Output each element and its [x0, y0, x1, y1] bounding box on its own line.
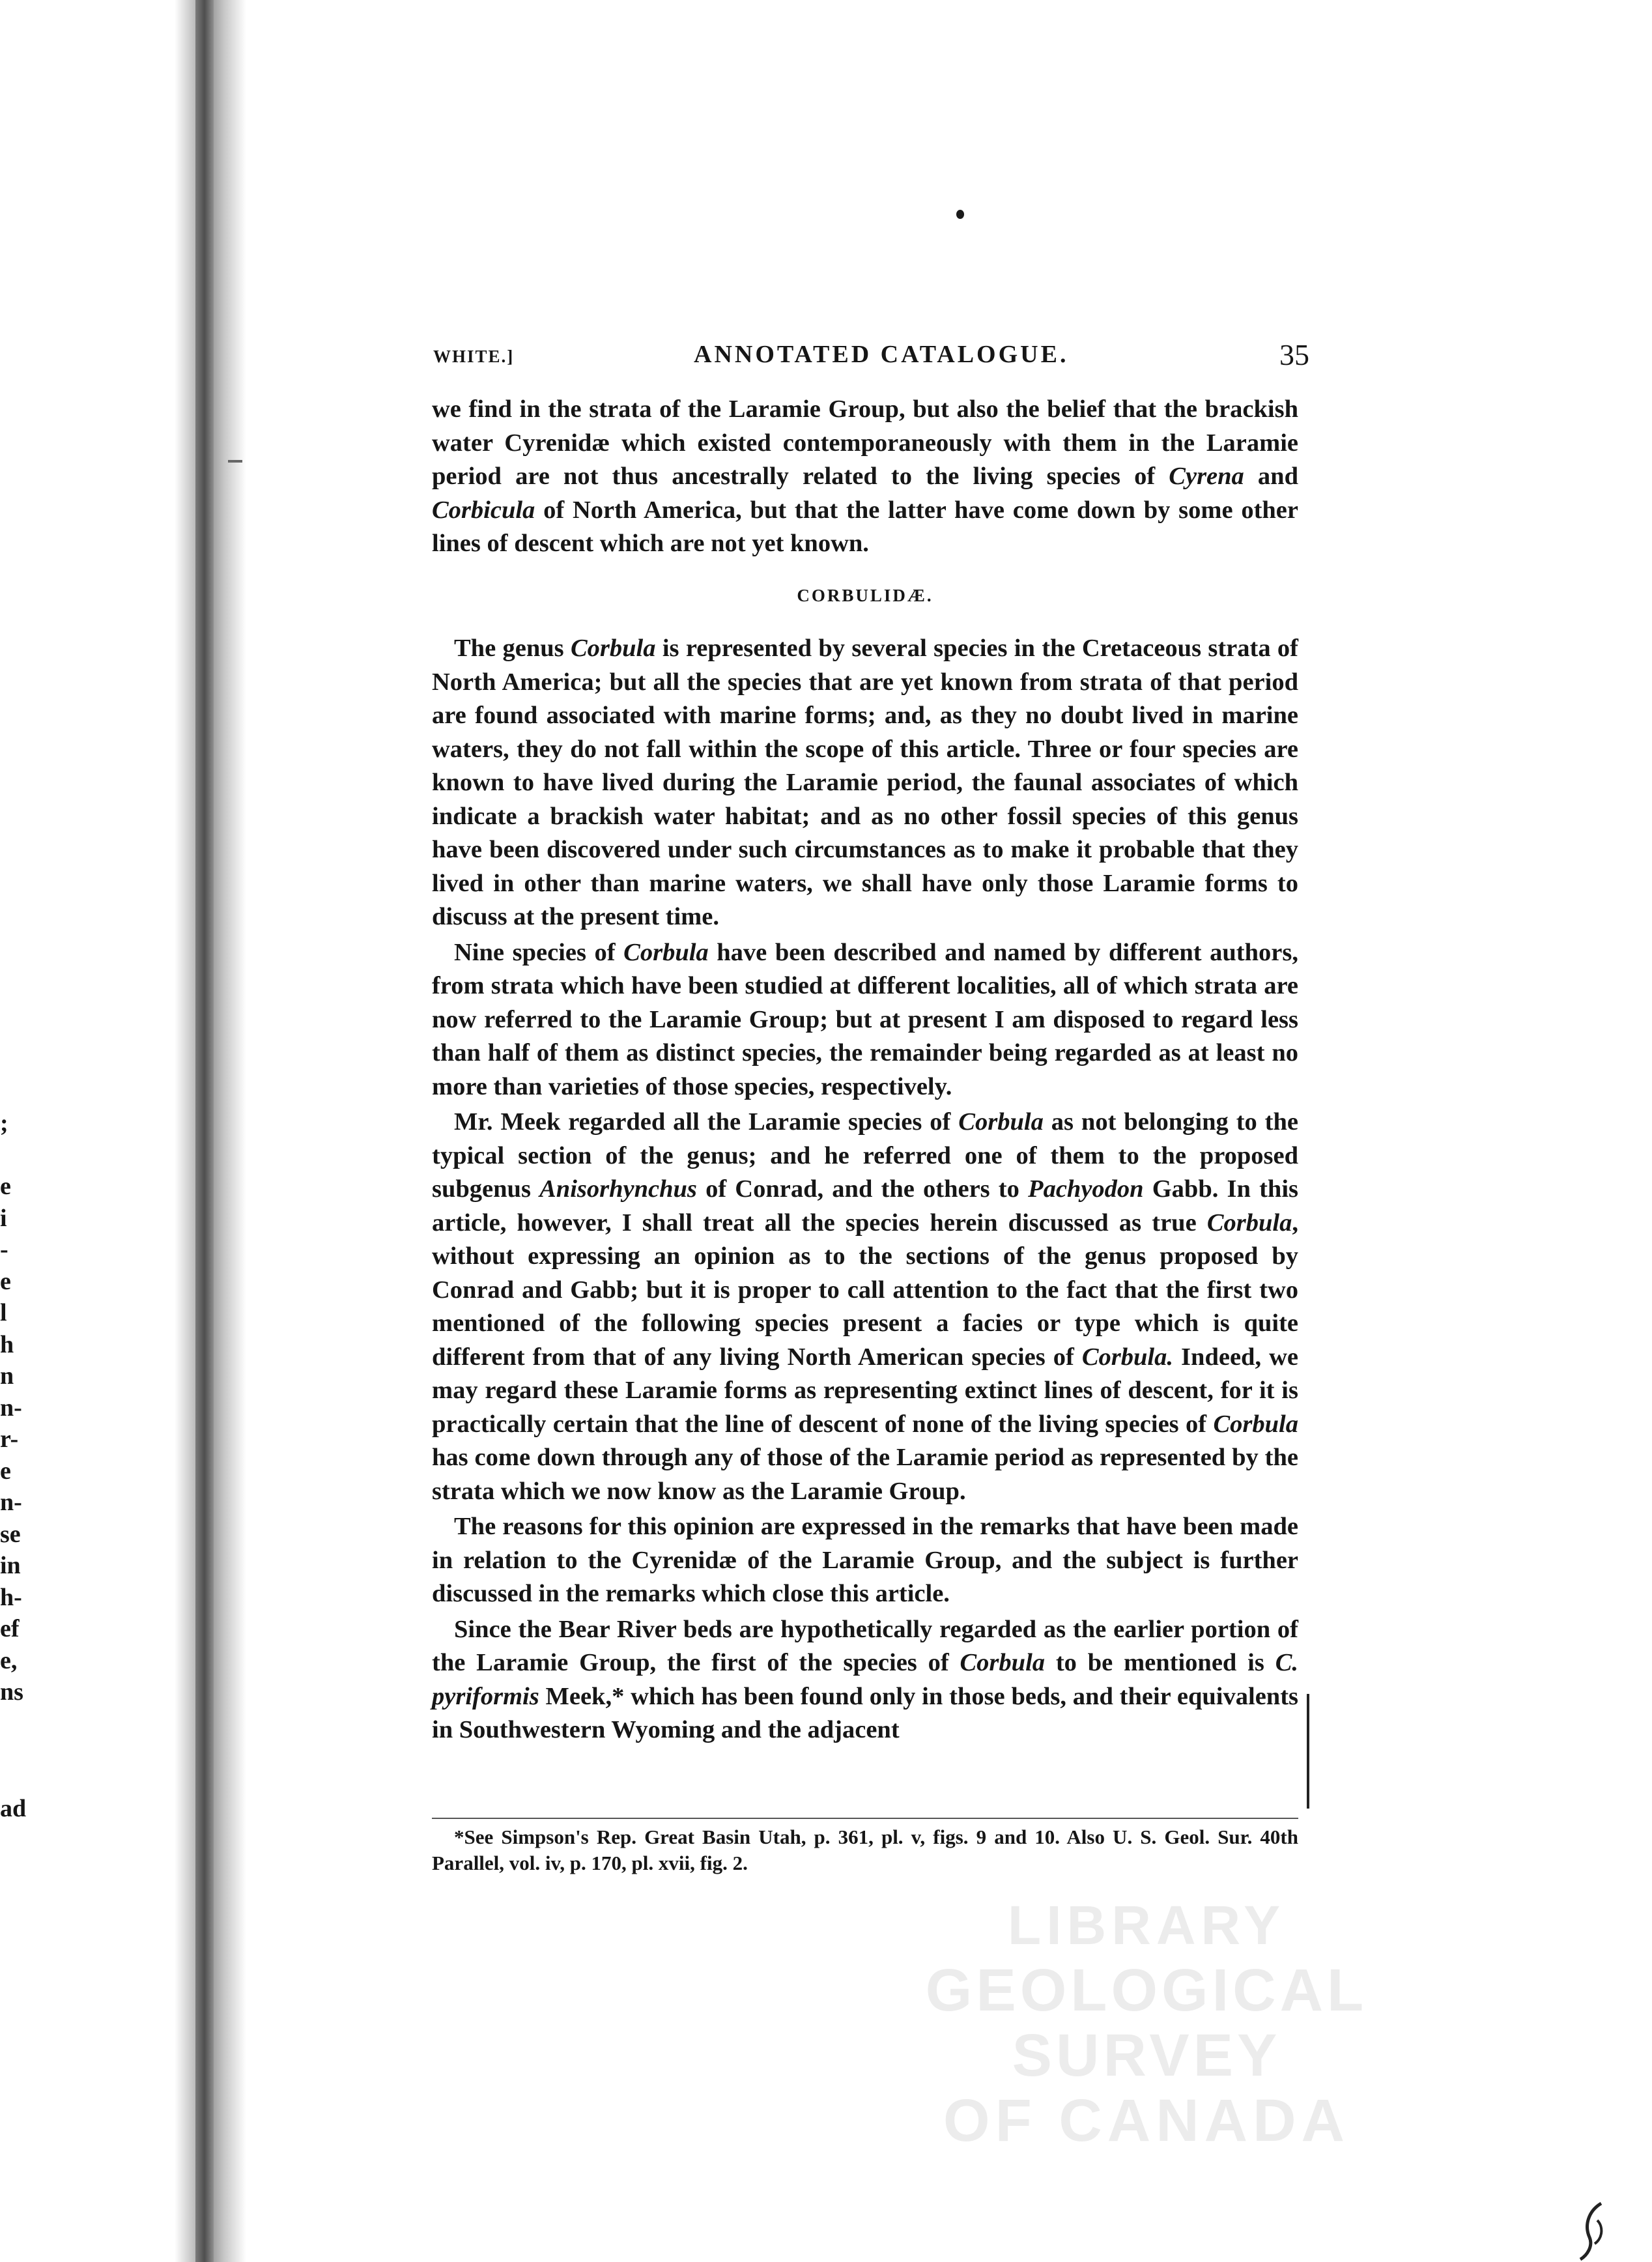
page-number: 35 — [1279, 338, 1309, 371]
paragraph-5: The reasons for this opinion are expressed in the remarks that have been made in relation to the Cyrenidæ of the Laramie Group, and the subject is further discussed in the remarks which close this article. — [432, 1513, 1298, 1607]
text-run: Indeed, we may regard these Laramie forms as representing extinct lines of descent, for it is practically certain that the line of descent of none of the living species of — [432, 1343, 1298, 1438]
fragment: h- — [0, 1583, 22, 1611]
fragment: e — [0, 1173, 11, 1200]
fragment: e — [0, 1267, 11, 1295]
fragment: se — [0, 1520, 21, 1548]
text-run: to be mentioned is — [1045, 1649, 1275, 1676]
italic-run: Corbula — [958, 1108, 1044, 1136]
footnote-rule — [432, 1818, 1298, 1819]
paragraph-4 — [432, 1106, 1298, 1508]
fragment: n- — [0, 1489, 22, 1516]
text-run: and — [1244, 463, 1298, 490]
footnote-text: *See Simpson's Rep. Great Basin Utah, p. 361, pl. v, figs. 9 and 10. Also U. S. Geol. Sur. 40th Parallel, vol. iv, p. 170, pl. xvii, fig. 2. — [432, 1825, 1298, 1874]
paragraph-1 — [432, 393, 1298, 561]
book-spine — [195, 0, 214, 2262]
body-text — [432, 393, 1298, 1749]
stamp-line: LIBRARY — [1007, 1895, 1286, 1956]
paragraph-6 — [432, 1613, 1298, 1747]
previous-page-line-fragments — [0, 1108, 42, 1708]
library-stamp — [912, 1893, 1381, 2153]
fragment: n — [0, 1362, 14, 1390]
previous-page-fragment-last: ad — [0, 1795, 27, 1822]
italic-run: Pachyodon — [1028, 1175, 1144, 1203]
footnote — [432, 1824, 1298, 1876]
fragment: ef — [0, 1615, 20, 1642]
ink-dot — [956, 210, 964, 219]
stamp-line: GEOLOGICAL SURVEY — [925, 1957, 1368, 2089]
text-run: Since the Bear River beds are hypothetically regarded as the earlier portion of the Laramie Group, the first of the species of — [432, 1615, 1298, 1676]
text-run: Nine species of — [454, 938, 624, 966]
fragment: l — [0, 1299, 7, 1326]
margin-dash — [228, 460, 242, 463]
text-run: , without expressing an opinion as to the sections of the genus proposed by Conrad and Gabb; but it is proper to call attention to the fact that the first two mentioned of the following species present a facies or type which is quite different from that of any living North American species of — [432, 1209, 1298, 1371]
text-run: is represented by several species in the Cretaceous strata of North America; but all the species that are yet known from strata of that period are found associated with marine forms; and, as they no doubt lived in marine waters, they do not fall within the scope of this article. Three or four species are known to have lived during the Laramie period, the faunal associates of which indicate a brackish water habitat; and as no other fossil species of this genus have been discovered under such circumstances as to make it probable that they lived in other than marine waters, we shall have only those Laramie forms to discuss at the present time. — [432, 635, 1298, 930]
fragment: ; — [0, 1110, 8, 1137]
fragment: - — [0, 1236, 8, 1263]
text-run: we find in the strata of the Laramie Group, but also the belief that the brackish water Cyrenidæ which existed contemporaneously with them in the Laramie period are not thus ancestrally related to the living species of — [432, 395, 1298, 490]
italic-run: Corbula — [1213, 1410, 1298, 1438]
running-head-title: ANNOTATED CATALOGUE. — [694, 341, 1069, 368]
text-run: of North America, but that the latter have come down by some other lines of descent which are not yet known. — [432, 496, 1298, 557]
fragment: h — [0, 1330, 14, 1358]
section-heading: CORBULIDÆ. — [797, 585, 933, 605]
fragment: e — [0, 1457, 11, 1485]
italic-run: Corbicula — [432, 496, 535, 524]
italic-run: C. pyriformis — [432, 1649, 1299, 1710]
italic-run: Corbula — [1206, 1209, 1292, 1237]
fragment: e, — [0, 1646, 18, 1674]
running-head-author: WHITE.] — [433, 347, 515, 366]
text-run: have been described and named by different authors, from strata which have been studied at different localities, all of which strata are now referred to the Laramie Group; but at present I am disposed to regard less than half of them as distinct species, the remainder being regarded as at least no more than varieties of those species, respectively. — [432, 938, 1298, 1100]
stamp-line: OF CANADA — [943, 2087, 1350, 2154]
text-run: Gabb. In this article, however, I shall treat all the species herein discussed as true — [432, 1175, 1298, 1237]
italic-run: Anisorhynchus — [539, 1175, 697, 1203]
corner-curl-icon — [1575, 2201, 1614, 2262]
marginal-bracket-line — [1307, 1694, 1309, 1809]
fragment: i — [0, 1204, 7, 1232]
fragment: in — [0, 1552, 21, 1579]
text-run: has come down through any of those of the Laramie period as represented by the strata which we now know as the Laramie Group. — [432, 1444, 1298, 1505]
fragment: n- — [0, 1394, 22, 1422]
italic-run: Corbula — [960, 1649, 1046, 1676]
italic-run: Corbula. — [1081, 1343, 1174, 1371]
fragment — [0, 1139, 42, 1171]
italic-run: Cyrena — [1169, 463, 1244, 490]
text-run: Mr. Meek regarded all the Laramie species of — [454, 1108, 959, 1136]
text-run: Meek,* which has been found only in those beds, and their equivalents in Southwestern Wyoming and the adjacent — [432, 1682, 1298, 1743]
paragraph-3 — [432, 936, 1298, 1104]
fragment: r- — [0, 1425, 19, 1453]
fragment: ns — [0, 1678, 23, 1706]
text-run: as not belonging to the typical section of the genus; and he referred one of them to the proposed subgenus — [432, 1108, 1299, 1203]
italic-run: Corbula — [570, 635, 656, 662]
text-run: of Conrad, and the others to — [696, 1175, 1029, 1203]
italic-run: Corbula — [623, 938, 709, 966]
running-head — [433, 337, 1309, 377]
text-run: The genus — [454, 635, 571, 662]
paragraph-2 — [432, 632, 1298, 934]
